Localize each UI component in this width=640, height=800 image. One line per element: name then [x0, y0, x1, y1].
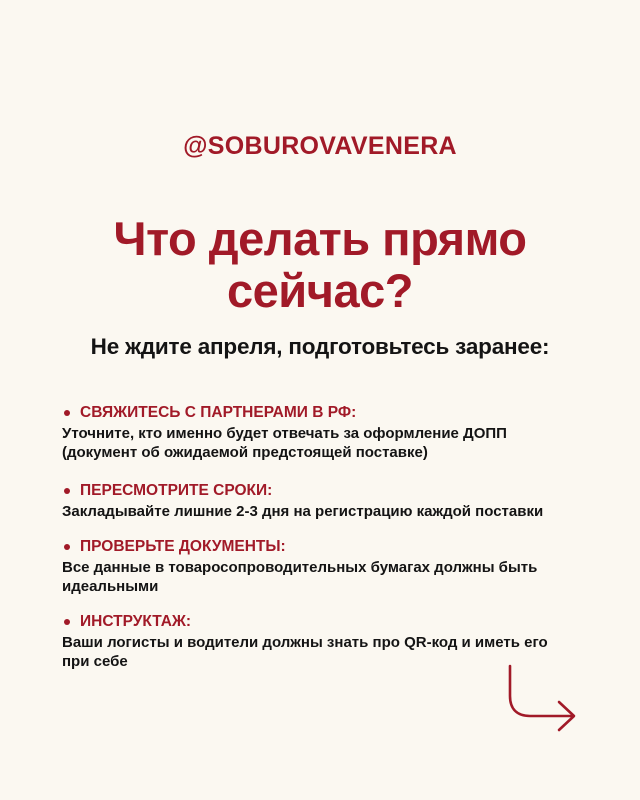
list-item-heading: ПЕРЕСМОТРИТЕ СРОКИ: — [62, 481, 622, 501]
list-item-body: Все данные в товаросопроводительных бумагах должны быть идеальными — [62, 559, 538, 595]
list-item-body: Ваши логисты и водители должны знать про QR-код и иметь его при себе — [62, 634, 548, 670]
title-line-1: Что делать прямо — [113, 212, 527, 265]
list-item-heading: ИНСТРУКТАЖ: — [62, 612, 622, 632]
page-title — [0, 213, 640, 317]
list-item — [62, 537, 622, 596]
subtitle: Не ждите апреля, подготовьтесь заранее: — [90, 334, 550, 359]
bullet-dot-icon — [64, 488, 70, 494]
bullet-dot-icon — [64, 619, 70, 625]
arrow-down-right-icon[interactable] — [502, 664, 582, 744]
list-item — [62, 481, 622, 521]
author-handle: @SOBUROVAVENERA — [183, 132, 457, 160]
list-item — [62, 612, 622, 671]
list-item-body: Уточните, кто именно будет отвечать за оформление ДОПП (документ об ожидаемой предстоящей поставке) — [62, 425, 507, 461]
bullet-dot-icon — [64, 410, 70, 416]
bullet-dot-icon — [64, 544, 70, 550]
list-item-heading: ПРОВЕРЬТЕ ДОКУМЕНТЫ: — [62, 537, 622, 557]
list-item-heading: СВЯЖИТЕСЬ С ПАРТНЕРАМИ В РФ: — [62, 403, 622, 423]
list-item-body: Закладывайте лишние 2-3 дня на регистрацию каждой поставки — [62, 503, 544, 520]
list-item — [62, 403, 622, 462]
title-line-2: сейчас? — [227, 264, 413, 317]
